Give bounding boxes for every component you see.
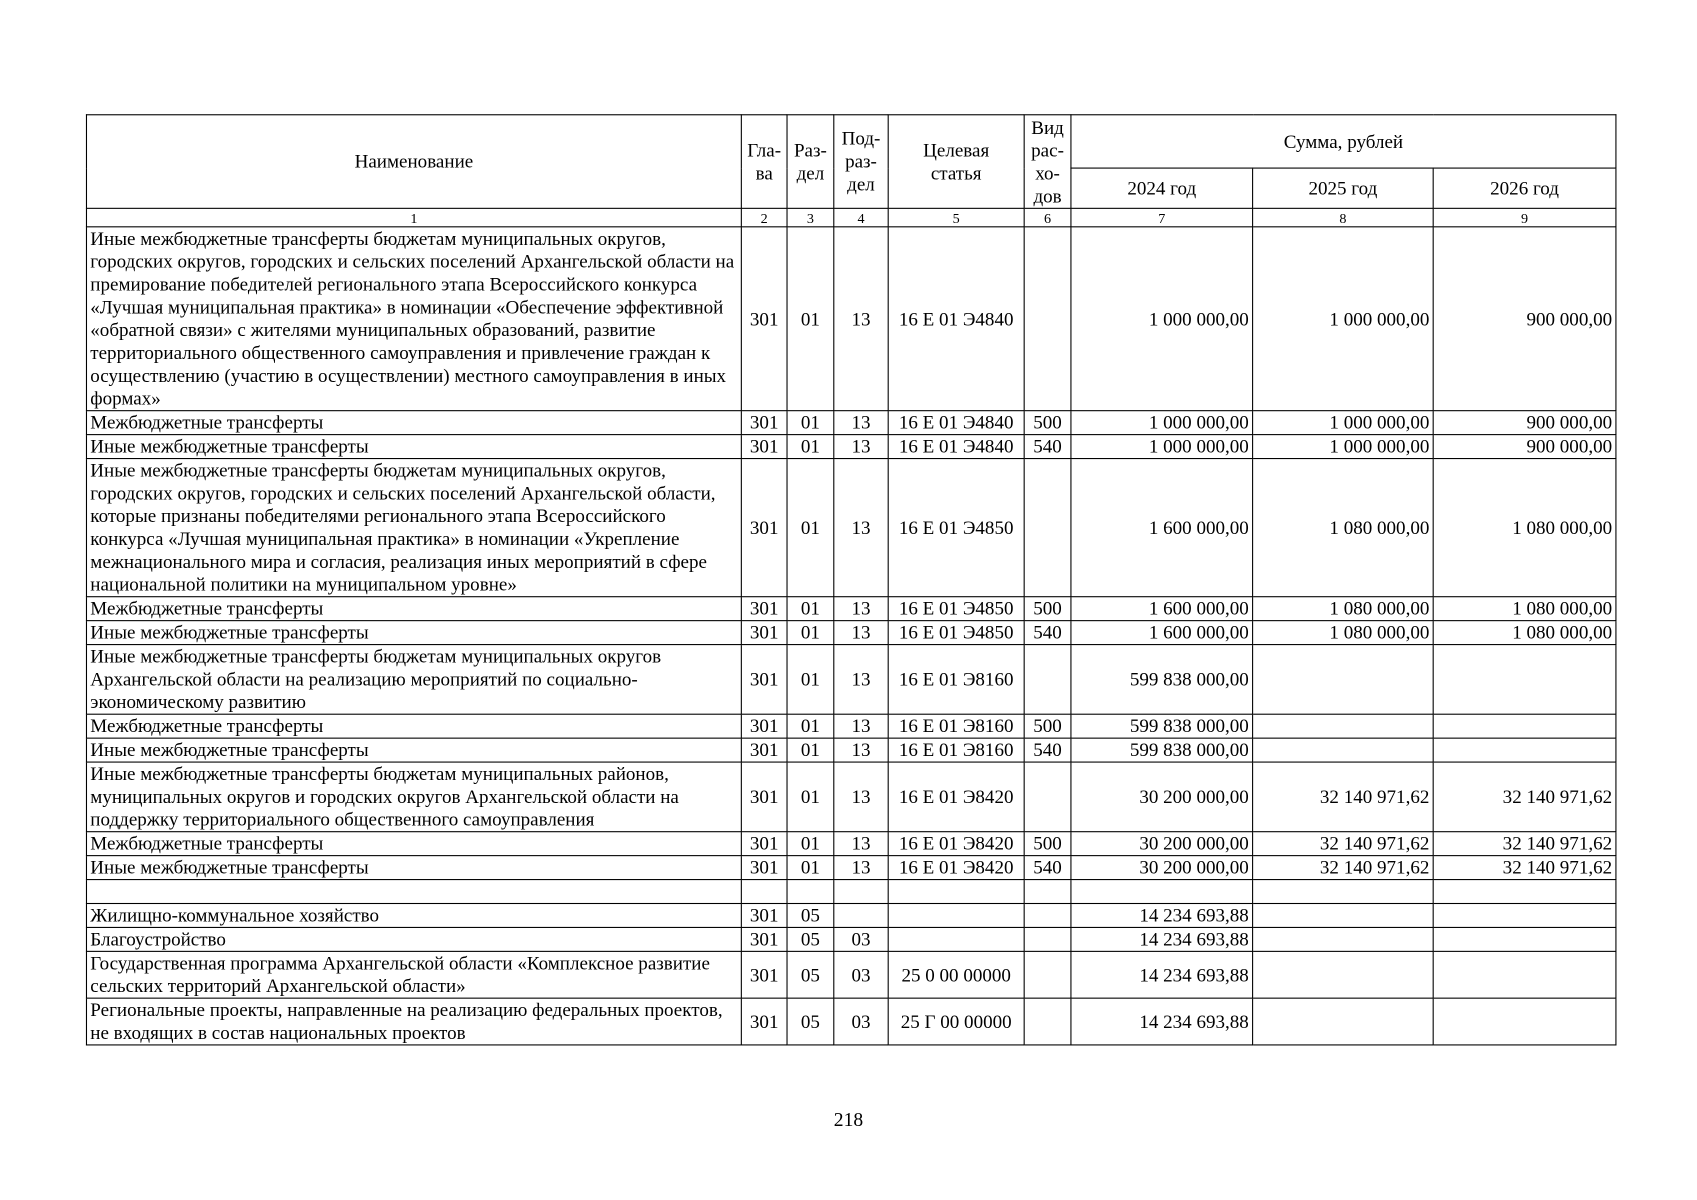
row-sum-2024: 30 200 000,00 [1071, 832, 1253, 856]
header-expense-type: Вид рас- хо- дов [1024, 115, 1071, 209]
row-sum-2025: 1 080 000,00 [1253, 459, 1434, 597]
row-sum-2024: 599 838 000,00 [1071, 714, 1253, 738]
row-subsection [834, 880, 888, 904]
row-expense-type [1024, 645, 1071, 715]
row-sum-2024: 1 600 000,00 [1071, 597, 1253, 621]
row-expense-type [1024, 762, 1071, 832]
row-sum-2024: 30 200 000,00 [1071, 856, 1253, 880]
row-subsection: 13 [834, 645, 888, 715]
table-row [86, 645, 1615, 715]
table-row [86, 621, 1615, 645]
row-name: Государственная программа Архангельской области «Комплексное развитие сельских территорий Архангельской области» [86, 951, 741, 998]
row-sum-2024 [1071, 880, 1253, 904]
header-year-2025: 2025 год [1253, 168, 1434, 208]
row-name: Иные межбюджетные трансферты [86, 621, 741, 645]
table-row [86, 927, 1615, 951]
row-name: Иные межбюджетные трансферты бюджетам муниципальных округов, городских округов, городских и сельских поселений Архангельской области, которые признаны победителями регионального этапа Всероссийского конкурса «Лучшая муниципальная практика» в номинации «Укрепление межнационального мира и согласия, реализация иных мероприятий в сфере национальной политики на муниципальном уровне» [86, 459, 741, 597]
row-sum-2025 [1253, 880, 1434, 904]
row-chapter: 301 [741, 927, 787, 951]
row-chapter: 301 [741, 411, 787, 435]
row-section: 01 [787, 597, 834, 621]
row-target: 16 Е 01 Э4840 [888, 435, 1024, 459]
row-chapter: 301 [741, 951, 787, 998]
row-expense-type: 500 [1024, 597, 1071, 621]
row-expense-type [1024, 227, 1071, 411]
row-sum-2026: 32 140 971,62 [1433, 762, 1616, 832]
row-sum-2026 [1433, 645, 1616, 715]
row-expense-type [1024, 880, 1071, 904]
table-row [86, 459, 1615, 597]
row-chapter: 301 [741, 459, 787, 597]
row-sum-2025: 32 140 971,62 [1253, 762, 1434, 832]
row-target: 16 Е 01 Э4840 [888, 411, 1024, 435]
row-sum-2026: 32 140 971,62 [1433, 856, 1616, 880]
header-year-2026: 2026 год [1433, 168, 1616, 208]
row-target: 16 Е 01 Э8160 [888, 738, 1024, 762]
column-number: 7 [1071, 208, 1253, 226]
row-name [86, 880, 741, 904]
row-sum-2024: 599 838 000,00 [1071, 645, 1253, 715]
column-number: 8 [1253, 208, 1434, 226]
header-target: Целевая статья [888, 115, 1024, 209]
row-expense-type: 540 [1024, 856, 1071, 880]
row-name: Жилищно-коммунальное хозяйство [86, 904, 741, 928]
column-number: 2 [741, 208, 787, 226]
row-subsection: 13 [834, 459, 888, 597]
row-target: 16 Е 01 Э4850 [888, 459, 1024, 597]
row-sum-2026: 1 080 000,00 [1433, 621, 1616, 645]
row-sum-2026 [1433, 738, 1616, 762]
table-row [86, 951, 1615, 998]
row-subsection: 13 [834, 738, 888, 762]
row-section: 01 [787, 714, 834, 738]
row-name: Иные межбюджетные трансферты [86, 435, 741, 459]
row-target [888, 904, 1024, 928]
row-chapter: 301 [741, 714, 787, 738]
row-sum-2026 [1433, 927, 1616, 951]
row-sum-2024: 14 234 693,88 [1071, 927, 1253, 951]
row-expense-type [1024, 904, 1071, 928]
column-number: 1 [86, 208, 741, 226]
row-subsection: 13 [834, 227, 888, 411]
row-expense-type [1024, 951, 1071, 998]
row-sum-2024: 14 234 693,88 [1071, 904, 1253, 928]
row-chapter: 301 [741, 597, 787, 621]
row-subsection: 13 [834, 411, 888, 435]
row-target: 16 Е 01 Э8160 [888, 645, 1024, 715]
table-row [86, 227, 1615, 411]
row-sum-2025 [1253, 904, 1434, 928]
row-sum-2025: 1 000 000,00 [1253, 227, 1434, 411]
row-chapter [741, 880, 787, 904]
row-section: 01 [787, 832, 834, 856]
row-sum-2025 [1253, 998, 1434, 1045]
row-target: 16 Е 01 Э8420 [888, 832, 1024, 856]
budget-table [86, 114, 1617, 1045]
header-subsection: Под- раз- дел [834, 115, 888, 209]
row-subsection: 13 [834, 714, 888, 738]
table-row [86, 904, 1615, 928]
row-section: 05 [787, 998, 834, 1045]
row-subsection: 13 [834, 435, 888, 459]
row-chapter: 301 [741, 998, 787, 1045]
table-row [86, 738, 1615, 762]
row-subsection: 13 [834, 856, 888, 880]
header-sum: Сумма, рублей [1071, 115, 1616, 168]
row-section [787, 880, 834, 904]
column-number-row [86, 208, 1615, 226]
row-sum-2024: 1 600 000,00 [1071, 459, 1253, 597]
row-name: Межбюджетные трансферты [86, 714, 741, 738]
row-sum-2026: 32 140 971,62 [1433, 832, 1616, 856]
row-target: 16 Е 01 Э8420 [888, 762, 1024, 832]
column-number: 4 [834, 208, 888, 226]
row-chapter: 301 [741, 832, 787, 856]
column-number: 6 [1024, 208, 1071, 226]
row-expense-type [1024, 459, 1071, 597]
row-sum-2025: 1 080 000,00 [1253, 597, 1434, 621]
row-sum-2024: 14 234 693,88 [1071, 951, 1253, 998]
row-section: 01 [787, 645, 834, 715]
table-row [86, 435, 1615, 459]
page-number: 218 [833, 1108, 864, 1131]
row-name: Иные межбюджетные трансферты [86, 738, 741, 762]
table-row [86, 597, 1615, 621]
row-section: 01 [787, 411, 834, 435]
row-name: Межбюджетные трансферты [86, 832, 741, 856]
row-sum-2024: 14 234 693,88 [1071, 998, 1253, 1045]
table-row [86, 762, 1615, 832]
row-sum-2025 [1253, 738, 1434, 762]
row-name: Иные межбюджетные трансферты [86, 856, 741, 880]
row-sum-2025 [1253, 927, 1434, 951]
row-sum-2026 [1433, 998, 1616, 1045]
row-expense-type [1024, 998, 1071, 1045]
row-subsection [834, 904, 888, 928]
row-subsection: 13 [834, 762, 888, 832]
header-section: Раз- дел [787, 115, 834, 209]
row-subsection: 13 [834, 597, 888, 621]
table-row [86, 411, 1615, 435]
row-name: Благоустройство [86, 927, 741, 951]
row-target: 16 Е 01 Э8160 [888, 714, 1024, 738]
row-section: 01 [787, 227, 834, 411]
table-row [86, 998, 1615, 1045]
row-sum-2026: 900 000,00 [1433, 435, 1616, 459]
row-sum-2026 [1433, 951, 1616, 998]
header-year-2024: 2024 год [1071, 168, 1253, 208]
row-sum-2025 [1253, 951, 1434, 998]
row-sum-2026 [1433, 880, 1616, 904]
row-section: 01 [787, 435, 834, 459]
row-sum-2026: 1 080 000,00 [1433, 459, 1616, 597]
row-expense-type: 540 [1024, 738, 1071, 762]
header-chapter: Гла- ва [741, 115, 787, 209]
row-section: 01 [787, 762, 834, 832]
row-sum-2024: 1 600 000,00 [1071, 621, 1253, 645]
table-row [86, 856, 1615, 880]
row-target [888, 880, 1024, 904]
row-name: Иные межбюджетные трансферты бюджетам муниципальных районов, муниципальных округов и городских округов Архангельской области на поддержку территориального общественного самоуправления [86, 762, 741, 832]
column-number: 9 [1433, 208, 1616, 226]
row-sum-2025: 32 140 971,62 [1253, 832, 1434, 856]
row-expense-type: 500 [1024, 714, 1071, 738]
row-name: Иные межбюджетные трансферты бюджетам муниципальных округов, городских округов, городских и сельских поселений Архангельской области на премирование победителей регионального этапа Всероссийского конкурса «Лучшая муниципальная практика» в номинации «Обеспечение эффективной «обратной связи» с жителями муниципальных образований, развитие территориального общественного самоуправления и привлечение граждан к осуществлению (участию в осуществлении) местного самоуправления в иных формах» [86, 227, 741, 411]
row-sum-2025: 1 000 000,00 [1253, 435, 1434, 459]
table-row-empty [86, 880, 1615, 904]
row-target: 16 Е 01 Э8420 [888, 856, 1024, 880]
table-row [86, 714, 1615, 738]
row-chapter: 301 [741, 645, 787, 715]
row-sum-2025: 1 080 000,00 [1253, 621, 1434, 645]
row-subsection: 03 [834, 927, 888, 951]
row-expense-type: 540 [1024, 435, 1071, 459]
row-chapter: 301 [741, 738, 787, 762]
column-number: 5 [888, 208, 1024, 226]
row-subsection: 13 [834, 832, 888, 856]
row-section: 01 [787, 459, 834, 597]
row-target: 25 0 00 00000 [888, 951, 1024, 998]
row-target: 16 Е 01 Э4850 [888, 621, 1024, 645]
row-chapter: 301 [741, 227, 787, 411]
row-name: Региональные проекты, направленные на реализацию федеральных проектов, не входящих в состав национальных проектов [86, 998, 741, 1045]
row-name: Межбюджетные трансферты [86, 411, 741, 435]
row-sum-2024: 599 838 000,00 [1071, 738, 1253, 762]
column-number: 3 [787, 208, 834, 226]
row-section: 01 [787, 621, 834, 645]
row-chapter: 301 [741, 621, 787, 645]
row-section: 01 [787, 738, 834, 762]
row-expense-type [1024, 927, 1071, 951]
row-sum-2025 [1253, 645, 1434, 715]
row-subsection: 03 [834, 951, 888, 998]
row-expense-type: 540 [1024, 621, 1071, 645]
row-sum-2024: 1 000 000,00 [1071, 411, 1253, 435]
row-sum-2024: 1 000 000,00 [1071, 435, 1253, 459]
row-chapter: 301 [741, 856, 787, 880]
row-sum-2026 [1433, 714, 1616, 738]
row-target: 16 Е 01 Э4850 [888, 597, 1024, 621]
row-target [888, 927, 1024, 951]
row-chapter: 301 [741, 904, 787, 928]
header-name: Наименование [86, 115, 741, 209]
row-name: Межбюджетные трансферты [86, 597, 741, 621]
row-subsection: 03 [834, 998, 888, 1045]
row-sum-2026: 900 000,00 [1433, 411, 1616, 435]
row-section: 05 [787, 904, 834, 928]
row-sum-2026: 900 000,00 [1433, 227, 1616, 411]
row-sum-2026: 1 080 000,00 [1433, 597, 1616, 621]
row-name: Иные межбюджетные трансферты бюджетам муниципальных округов Архангельской области на реализацию мероприятий по социально-экономическому развитию [86, 645, 741, 715]
row-chapter: 301 [741, 762, 787, 832]
row-section: 05 [787, 951, 834, 998]
table-row [86, 832, 1615, 856]
row-sum-2024: 30 200 000,00 [1071, 762, 1253, 832]
row-section: 01 [787, 856, 834, 880]
row-expense-type: 500 [1024, 832, 1071, 856]
row-chapter: 301 [741, 435, 787, 459]
row-expense-type: 500 [1024, 411, 1071, 435]
row-sum-2024: 1 000 000,00 [1071, 227, 1253, 411]
row-target: 16 Е 01 Э4840 [888, 227, 1024, 411]
row-target: 25 Г 00 00000 [888, 998, 1024, 1045]
row-sum-2025: 32 140 971,62 [1253, 856, 1434, 880]
row-sum-2025: 1 000 000,00 [1253, 411, 1434, 435]
row-section: 05 [787, 927, 834, 951]
row-subsection: 13 [834, 621, 888, 645]
row-sum-2025 [1253, 714, 1434, 738]
row-sum-2026 [1433, 904, 1616, 928]
